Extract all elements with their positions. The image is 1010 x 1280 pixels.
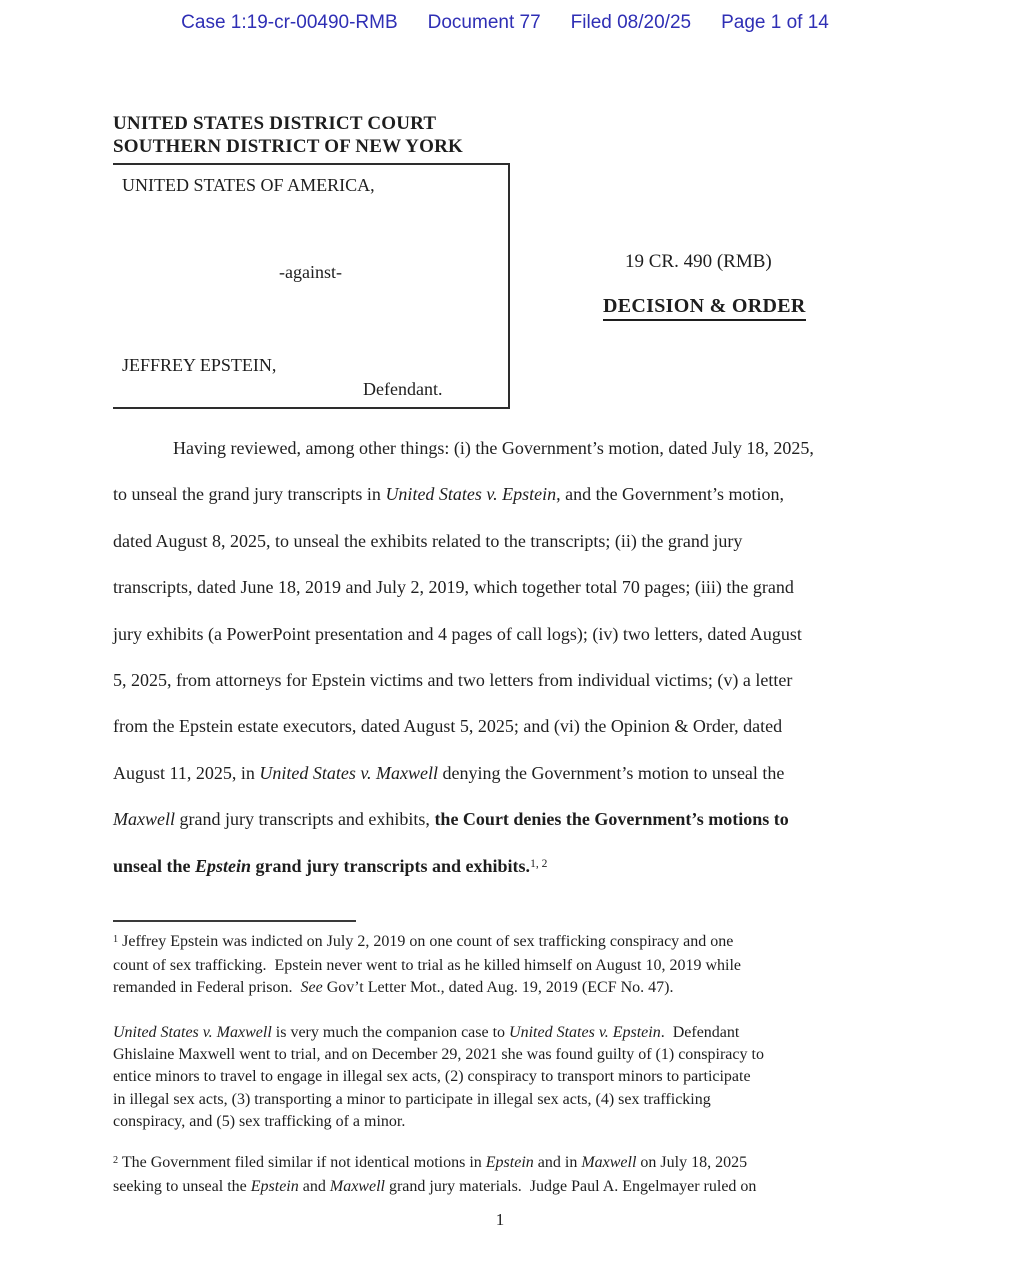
defendant-name: JEFFREY EPSTEIN, (122, 355, 277, 375)
text-line: to unseal the grand jury transcripts in United States v. Epstein, and the Government’s motion, (113, 484, 785, 505)
defendant-label: Defendant. (363, 379, 443, 399)
case-number: 19 CR. 490 (RMB) (625, 251, 772, 272)
text-line: conspiracy, and (5) sex trafficking of a minor. (113, 1112, 406, 1130)
text-line: remanded in Federal prison. See Gov’t Letter Mot., dated Aug. 19, 2019 (ECF No. 47). (113, 979, 674, 997)
ecf-stamp (0, 12, 1010, 34)
text-line: jury exhibits (a PowerPoint presentation and 4 pages of call logs); (iv) two letters, dated August (113, 623, 802, 644)
plaintiff-name: UNITED STATES OF AMERICA, (122, 175, 375, 195)
footnote-1-continued (113, 1022, 907, 1133)
stamp-filed-date: Filed 08/20/25 (570, 12, 692, 33)
footnote-separator (113, 920, 356, 922)
text-line: seeking to unseal the Epstein and Maxwell grand jury materials. Judge Paul A. Engelmayer ruled on (113, 1178, 757, 1196)
stamp-page-count: Page 1 of 14 (721, 12, 829, 33)
text-line: Ghislaine Maxwell went to trial, and on December 29, 2021 she was found guilty of (1) conspiracy to (113, 1046, 764, 1064)
text-line: August 11, 2025, in United States v. Maxwell denying the Government’s motion to unseal the (113, 762, 785, 783)
page-number: 1 (495, 1210, 505, 1229)
stamp-document-number: Document 77 (427, 12, 541, 33)
footnote-2 (113, 1152, 907, 1198)
text-line: $^1$ Jeffrey Epstein was indicted on July 2, 2019 on one count of sex trafficking conspiracy and one (113, 933, 734, 950)
opinion-body (113, 425, 903, 892)
footnote-1 (113, 931, 907, 1000)
text-line: count of sex trafficking. Epstein never went to trial as he killed himself on August 10, 2019 while (113, 957, 742, 975)
text-line: entice minors to travel to engage in illegal sex acts, (2) conspiracy to transport minors to participate (113, 1068, 751, 1086)
against-label: -against- (279, 262, 342, 282)
caption-box (113, 163, 510, 409)
text-line: transcripts, dated June 18, 2019 and July 2, 2019, which together total 70 pages; (iii) the grand (113, 577, 794, 598)
stamp-case-number: Case 1:19-cr-00490-RMB (181, 12, 398, 33)
court-district: SOUTHERN DISTRICT OF NEW YORK (113, 136, 463, 157)
text-line: in illegal sex acts, (3) transporting a minor to participate in illegal sex acts, (4) sex trafficking (113, 1090, 711, 1108)
court-name: UNITED STATES DISTRICT COURT (113, 113, 437, 134)
court-header (113, 112, 463, 158)
text-line: 5, 2025, from attorneys for Epstein victims and two letters from individual victims; (v) a letter (113, 670, 793, 691)
text-line: Maxwell grand jury transcripts and exhibits, the Court denies the Government’s motions to (113, 809, 789, 830)
text-line: dated August 8, 2025, to unseal the exhibits related to the transcripts; (ii) the grand jury (113, 530, 743, 551)
text-line: unseal the Epstein grand jury transcripts and exhibits.$^{1, 2}$ (113, 855, 548, 876)
text-line: from the Epstein estate executors, dated August 5, 2025; and (vi) the Opinion & Order, dated (113, 716, 783, 737)
text-line: $^2$ The Government filed similar if not identical motions in Epstein and in Maxwell on July 18, 2025 (113, 1154, 748, 1171)
text-line: Having reviewed, among other things: (i) the Government’s motion, dated July 18, 2025, (173, 438, 814, 458)
text-line: United States v. Maxwell is very much the companion case to United States v. Epstein. Defendant (113, 1024, 740, 1041)
order-title: DECISION & ORDER (603, 295, 806, 321)
